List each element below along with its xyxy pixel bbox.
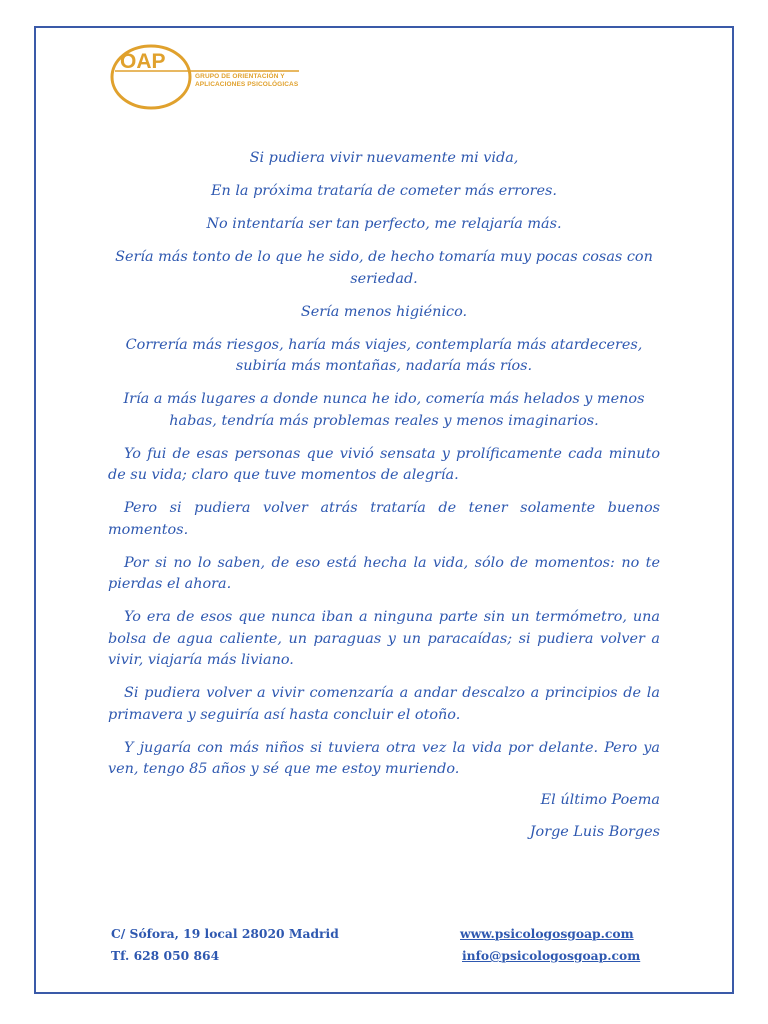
logo-letters: OAP xyxy=(120,50,166,73)
poem-line: No intentaría ser tan perfecto, me relajaría más. xyxy=(206,216,562,232)
poem-line: Si pudiera vivir nuevamente mi vida, xyxy=(249,150,519,166)
poem-title: El último Poema xyxy=(540,792,660,808)
oap-logo xyxy=(109,44,309,114)
poem-line: Sería menos higiénico. xyxy=(300,303,468,320)
poem-paragraph: Si pudiera volver a vivir comenzaría a andar descalzo a principios de la primavera y seguiría así hasta concluir el otoño. xyxy=(108,685,660,723)
footer-email-link[interactable]: info@psicologosgoap.com xyxy=(462,948,641,963)
poem-paragraph: Y jugaría con más niños si tuviera otra vez la vida por delante. Pero ya ven, tengo 85 años y sé que me estoy muriendo. xyxy=(108,739,660,777)
logo-line-1: GRUPO DE ORIENTACIÓN Y xyxy=(195,73,285,80)
footer-address: C/ Sófora, 19 local 28020 Madrid xyxy=(111,926,339,941)
poem-paragraph: Pero si pudiera volver atrás trataría de tener solamente buenos momentos. xyxy=(108,500,660,538)
poem-paragraph: Yo fui de esas personas que vivió sensata y prolíficamente cada minuto de su vida; claro que tuve momentos de alegría. xyxy=(108,445,660,483)
poem-line: Sería más tonto de lo que he sido, de hecho tomaría muy pocas cosas con seriedad. xyxy=(115,249,653,287)
poem-author: Jorge Luis Borges xyxy=(529,824,660,840)
poem-line: En la próxima trataría de cometer más errores. xyxy=(210,183,558,199)
poem-line: Iría a más lugares a donde nunca he ido, comería más helados y menos habas, tendría más problemas reales y menos imaginarios. xyxy=(123,391,645,429)
poem-line: Correría más riesgos, haría más viajes, contemplaría más atardeceres, subiría más montañas, nadaría más ríos. xyxy=(125,336,643,374)
poem-body xyxy=(108,148,660,792)
footer-phone: Tf. 628 050 864 xyxy=(111,948,220,963)
logo-line-2: APLICACIONES PSICOLÓGICAS xyxy=(195,81,299,88)
poem-paragraph: Por si no lo saben, de eso está hecha la vida, sólo de momentos: no te pierdas el ahora. xyxy=(108,554,660,592)
poem-paragraph: Yo era de esos que nunca iban a ninguna parte sin un termómetro, una bolsa de agua caliente, un paraguas y un paracaídas; si pudiera volver a vivir, viajaría más liviano. xyxy=(108,609,660,668)
footer-website-link[interactable]: www.psicologosgoap.com xyxy=(460,926,634,941)
signature-block xyxy=(530,790,660,854)
